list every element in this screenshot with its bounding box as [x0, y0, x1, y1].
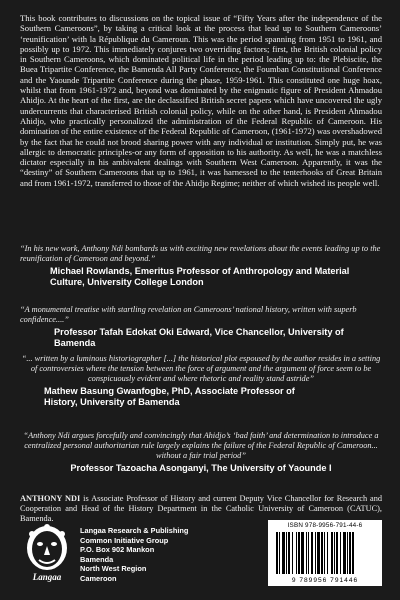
- publisher-line: P.O. Box 902 Mankon: [80, 545, 155, 555]
- barcode-bar: [324, 532, 325, 574]
- barcode-bar: [298, 532, 300, 574]
- book-blurb: This book contributes to discussions on the topical issue of “Fifty Years after the independence of the Southern Cameroons”, by taking a critical look at the process that lead up to Southern Cameroons’ ‘reunification’ with la République du Cameroun. This was the period spanning from 1951 to 1961, and possibly up to 1972. This immediately conjures two overriding factors; first, the British colonial policy in Southern Cameroons, which dominated political life in the period leading up to: the Plebiscite, the Buea Tripartite Conference, the Bamenda All Party Conference, the Foumban Constitutional Conference and the Yaounde Tripartite Conference during the phase, 1959-1961. This constituted one huge hoax, whilst that from 1961-1972 and, beyond was dominated by the enigmatic figure of President Ahmadou Ahidjo. At the heart of the first, are the declassified British secret papers which have uncovered the ugly undercurrents that characterised British colonial policy, while on the other hand, is President Ahmadou Ahidjo, who practically personalized the administration of the Federal Republic of Cameroon. His domination of the entire existence of the Federal Republic of Cameroon, (1961-1972) was overshadowed by the fact that he could not brood sharing power with any individual or institution. Simply put, he was allergic to democratic principles-or any form of opposition to his authority. As well, he was a matchless dictator especially in his ambivalent dealings with Southern West Cameroon. Apparently, it was the “destiny” of Southern Cameroons that up to 1961, it was harnessed to the tenterhooks of Great Britain and from 1961-1972, transferred to those of the Ahidjo Regime; neither of which wished its people well.: [20, 13, 382, 188]
- barcode-bar: [334, 532, 335, 574]
- barcode-bar: [292, 532, 293, 574]
- publisher-logo-text: Langaa: [32, 572, 62, 582]
- quote-4-attribution: Professor Tazoacha Asonganyi, The University of Yaounde I: [70, 463, 332, 473]
- publisher-line: Bamenda: [80, 554, 114, 564]
- barcode-bar: [315, 532, 316, 574]
- publisher-line: Cameroon: [80, 573, 117, 583]
- barcode-bar: [327, 532, 328, 574]
- quote-1-attribution: Michael Rowlands, Emeritus Professor of Anthropology and Material Culture, University College London: [50, 266, 350, 288]
- barcode-bar: [311, 532, 313, 574]
- barcode-bar: [286, 532, 287, 574]
- barcode-bar: [301, 532, 304, 574]
- quote-3: [20, 354, 382, 408]
- isbn-label: ISBN 978-9956-791-44-6: [287, 522, 363, 529]
- barcode-bar: [349, 532, 351, 574]
- author-name: ANTHONY NDI: [20, 494, 81, 503]
- publisher-line: Langaa Research & Publishing: [80, 526, 189, 535]
- barcode-bar: [296, 532, 297, 574]
- publisher-address: [80, 526, 240, 584]
- barcode-bar: [331, 532, 333, 574]
- quote-2-text: “A monumental treatise with startling revelation on Cameroons’ national history, written with superb confidence....”: [20, 305, 357, 324]
- publisher-line: Common Initiative Group: [80, 535, 169, 545]
- quote-3-text: “... written by a luminous historiographer [...] the historical plot espoused by the author resides in a setting of controversies where the tension between the force of argument and the argument of force seem to be conspicuously evident and where rhetoric and reality stand astride”: [21, 354, 381, 383]
- barcode-bar: [340, 532, 341, 574]
- barcode-bar: [347, 532, 348, 574]
- author-bio-text: is Associate Professor of History and current Deputy Vice Chancellor for Research and Cooperation and Head of the History Department in the Catholic University of Cameroon (CATUC), Bamenda.: [20, 494, 382, 523]
- barcode-bar: [282, 532, 285, 574]
- barcode-bar: [306, 532, 307, 574]
- publisher-logo-icon: [22, 522, 72, 584]
- barcode-bar: [288, 532, 290, 574]
- barcode-bar: [321, 532, 323, 574]
- quote-4: [20, 431, 382, 474]
- isbn-digits: 9 789956 791446: [291, 577, 359, 584]
- barcode-bar: [343, 532, 346, 574]
- quote-2: [20, 305, 382, 349]
- barcode-bar: [308, 532, 309, 574]
- barcode-bar: [352, 532, 354, 574]
- quote-1: [20, 244, 382, 288]
- barcode-bars: [276, 532, 374, 574]
- quote-4-text: “Anthony Ndi argues forcefully and convincingly that Ahidjo’s ‘bad faith’ and determination to introduce a centralized personal authoritarian rule largely explains the failure of the Federal Republic of Cameroon... without a fair trial period”: [23, 431, 379, 460]
- quote-1-text: “In his new work, Anthony Ndi bombards us with exciting new revelations about the events leading up to the reunification of Cameroon and beyond.”: [20, 244, 381, 263]
- barcode-bar: [317, 532, 320, 574]
- barcode: [268, 520, 382, 586]
- publisher-line: North West Region: [80, 564, 147, 574]
- barcode-bar: [276, 532, 278, 574]
- barcode-bar: [336, 532, 338, 574]
- quote-2-attribution: Professor Tafah Edokat Oki Edward, Vice Chancellor, University of Bamenda: [54, 327, 344, 349]
- quote-3-attribution: Mathew Basung Gwanfogbe, PhD, Associate Professor of History, University of Bamenda: [44, 386, 295, 408]
- barcode-bar: [279, 532, 280, 574]
